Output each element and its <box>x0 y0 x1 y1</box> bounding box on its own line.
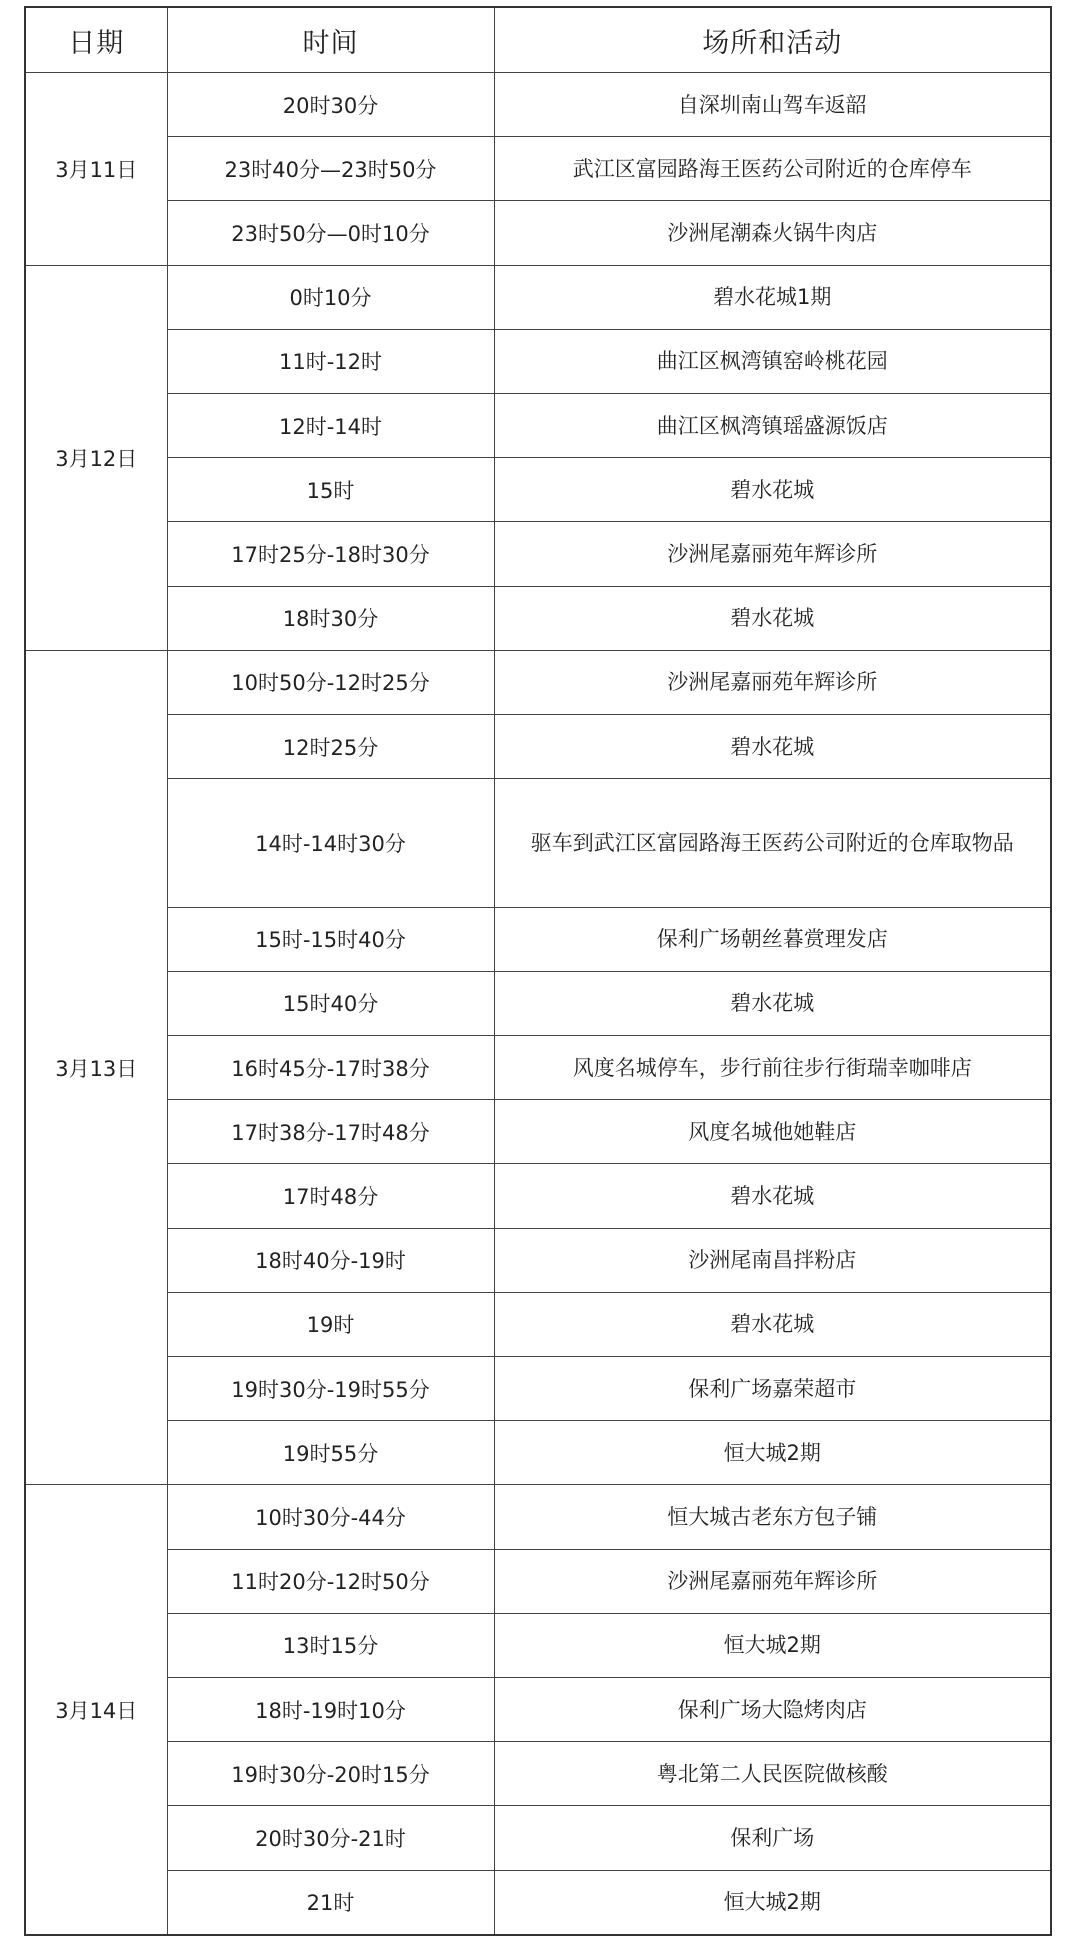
time-cell: 23时50分—0时10分 <box>167 201 494 265</box>
time-cell: 12时-14时 <box>167 394 494 458</box>
time-cell: 18时-19时10分 <box>167 1678 494 1742</box>
table-row <box>25 586 1051 650</box>
header-date: 日期 <box>25 7 167 73</box>
table-row <box>25 1036 1051 1100</box>
activity-cell: 恒大城2期 <box>494 1613 1051 1677</box>
activity-cell: 风度名城停车，步行前往步行街瑞幸咖啡店 <box>494 1036 1051 1100</box>
activity-cell: 碧水花城 <box>494 971 1051 1035</box>
activity-cell: 风度名城他她鞋店 <box>494 1100 1051 1164</box>
itinerary-table <box>24 6 1052 1936</box>
header-activity: 场所和活动 <box>494 7 1051 73</box>
time-cell: 17时25分-18时30分 <box>167 522 494 586</box>
activity-cell: 碧水花城 <box>494 586 1051 650</box>
time-cell: 19时 <box>167 1292 494 1356</box>
time-cell: 12时25分 <box>167 715 494 779</box>
time-cell: 21时 <box>167 1870 494 1935</box>
time-cell: 15时-15时40分 <box>167 907 494 971</box>
activity-cell: 曲江区枫湾镇窑岭桃花园 <box>494 329 1051 393</box>
activity-cell: 沙洲尾南昌拌粉店 <box>494 1228 1051 1292</box>
time-cell: 10时30分-44分 <box>167 1485 494 1549</box>
date-cell: 3月14日 <box>25 1485 167 1935</box>
date-cell: 3月13日 <box>25 650 167 1485</box>
time-cell: 0时10分 <box>167 265 494 329</box>
table-row <box>25 1613 1051 1677</box>
activity-cell: 保利广场朝丝暮赏理发店 <box>494 907 1051 971</box>
time-cell: 19时30分-19时55分 <box>167 1357 494 1421</box>
table-row <box>25 1742 1051 1806</box>
activity-cell: 碧水花城1期 <box>494 265 1051 329</box>
activity-cell: 碧水花城 <box>494 1164 1051 1228</box>
table-body <box>25 73 1051 1936</box>
time-cell: 17时48分 <box>167 1164 494 1228</box>
activity-cell: 沙洲尾嘉丽苑年辉诊所 <box>494 522 1051 586</box>
table-row <box>25 971 1051 1035</box>
table-row <box>25 907 1051 971</box>
table-row <box>25 201 1051 265</box>
table-row <box>25 1806 1051 1870</box>
table-row <box>25 1485 1051 1549</box>
header-time: 时间 <box>167 7 494 73</box>
table-row <box>25 1421 1051 1485</box>
table-row <box>25 1870 1051 1935</box>
time-cell: 18时30分 <box>167 586 494 650</box>
time-cell: 16时45分-17时38分 <box>167 1036 494 1100</box>
activity-cell: 碧水花城 <box>494 715 1051 779</box>
activity-cell: 沙洲尾潮森火锅牛肉店 <box>494 201 1051 265</box>
table-row <box>25 1678 1051 1742</box>
time-cell: 10时50分-12时25分 <box>167 650 494 714</box>
time-cell: 18时40分-19时 <box>167 1228 494 1292</box>
table-row <box>25 1549 1051 1613</box>
time-cell: 15时40分 <box>167 971 494 1035</box>
activity-cell: 沙洲尾嘉丽苑年辉诊所 <box>494 650 1051 714</box>
table-row <box>25 394 1051 458</box>
table-row <box>25 1292 1051 1356</box>
activity-cell: 恒大城2期 <box>494 1421 1051 1485</box>
activity-cell: 保利广场大隐烤肉店 <box>494 1678 1051 1742</box>
activity-cell: 曲江区枫湾镇瑶盛源饭店 <box>494 394 1051 458</box>
time-cell: 15时 <box>167 458 494 522</box>
activity-cell: 驱车到武江区富园路海王医药公司附近的仓库取物品 <box>494 779 1051 907</box>
time-cell: 23时40分—23时50分 <box>167 137 494 201</box>
activity-cell: 保利广场 <box>494 1806 1051 1870</box>
activity-cell: 碧水花城 <box>494 1292 1051 1356</box>
table-row <box>25 329 1051 393</box>
header-row <box>25 7 1051 73</box>
table-row <box>25 779 1051 907</box>
time-cell: 19时30分-20时15分 <box>167 1742 494 1806</box>
table-header <box>25 7 1051 73</box>
table-row <box>25 522 1051 586</box>
time-cell: 11时20分-12时50分 <box>167 1549 494 1613</box>
time-cell: 20时30分 <box>167 73 494 137</box>
table-row <box>25 1357 1051 1421</box>
table-row <box>25 265 1051 329</box>
table-row <box>25 1164 1051 1228</box>
table-row <box>25 715 1051 779</box>
time-cell: 13时15分 <box>167 1613 494 1677</box>
time-cell: 19时55分 <box>167 1421 494 1485</box>
activity-cell: 恒大城2期 <box>494 1870 1051 1935</box>
activity-cell: 粤北第二人民医院做核酸 <box>494 1742 1051 1806</box>
date-cell: 3月12日 <box>25 265 167 650</box>
date-cell: 3月11日 <box>25 73 167 266</box>
time-cell: 20时30分-21时 <box>167 1806 494 1870</box>
time-cell: 17时38分-17时48分 <box>167 1100 494 1164</box>
time-cell: 14时-14时30分 <box>167 779 494 907</box>
activity-cell: 保利广场嘉荣超市 <box>494 1357 1051 1421</box>
table-row <box>25 1228 1051 1292</box>
activity-cell: 沙洲尾嘉丽苑年辉诊所 <box>494 1549 1051 1613</box>
activity-cell: 恒大城古老东方包子铺 <box>494 1485 1051 1549</box>
activity-cell: 武江区富园路海王医药公司附近的仓库停车 <box>494 137 1051 201</box>
table-row <box>25 73 1051 137</box>
table-row <box>25 1100 1051 1164</box>
time-cell: 11时-12时 <box>167 329 494 393</box>
table-row <box>25 137 1051 201</box>
table-row <box>25 458 1051 522</box>
table-row <box>25 650 1051 714</box>
activity-cell: 自深圳南山驾车返韶 <box>494 73 1051 137</box>
activity-cell: 碧水花城 <box>494 458 1051 522</box>
